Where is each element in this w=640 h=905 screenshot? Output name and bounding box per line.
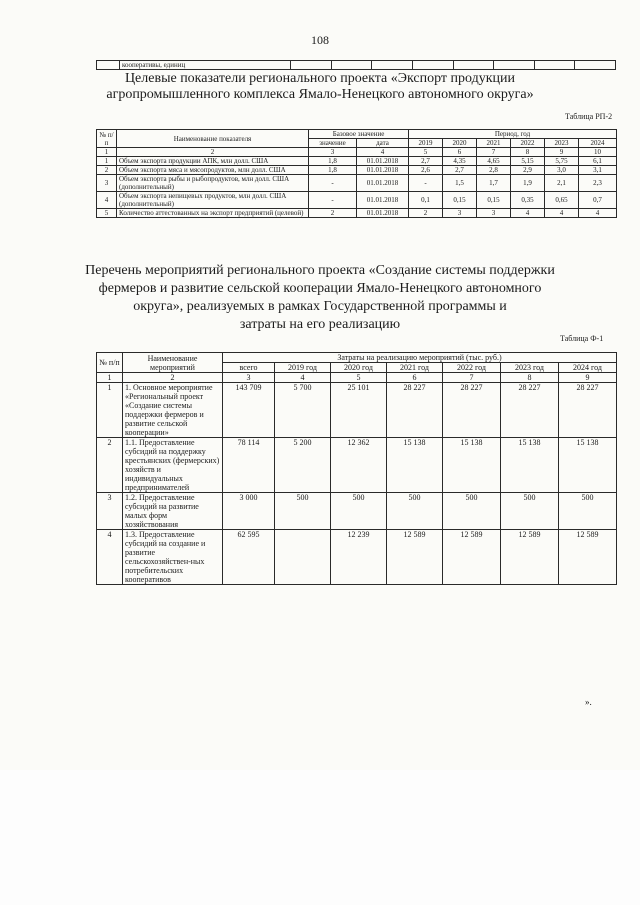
cost-value: 5 700 — [275, 383, 331, 438]
year-header: 2024 — [579, 139, 617, 148]
cost-value: 28 227 — [387, 383, 443, 438]
year-value: 0,7 — [579, 192, 617, 209]
base-date: 01.01.2018 — [357, 157, 409, 166]
table-row — [97, 157, 617, 166]
year-header: 2019 — [409, 139, 443, 148]
year-value: 1,9 — [511, 175, 545, 192]
cost-value: 500 — [331, 493, 387, 530]
row-number: 1 — [97, 383, 123, 438]
fragment-label: кооперативы, единиц — [120, 61, 291, 70]
cost-value: 15 138 — [559, 438, 617, 493]
year-value: 2,7 — [443, 166, 477, 175]
year-value: 2,6 — [409, 166, 443, 175]
col-period-header: Период, год — [409, 130, 617, 139]
table-row — [97, 493, 617, 530]
activity-name: 1. Основное мероприятие «Региональный проект «Создание системы поддержки фермеров и развитие сельской кооперации» — [123, 383, 223, 438]
year-value: 3,1 — [579, 166, 617, 175]
year-value: 0,1 — [409, 192, 443, 209]
base-value: 1,8 — [309, 157, 357, 166]
year-value: 4 — [545, 209, 579, 218]
table-row — [97, 530, 617, 585]
cost-value: 28 227 — [443, 383, 501, 438]
cost-value: 143 709 — [223, 383, 275, 438]
year-value: 2,7 — [409, 157, 443, 166]
year-value: 4 — [511, 209, 545, 218]
cost-value: 12 589 — [443, 530, 501, 585]
heading-1-line-1: Целевые показатели регионального проекта «Экспорт продукции — [124, 71, 516, 86]
year-value: 6,1 — [579, 157, 617, 166]
page-number: 108 — [311, 33, 329, 47]
year-value: 4,35 — [443, 157, 477, 166]
indicator-name: Объем экспорта продукции АПК, млн долл. США — [117, 157, 309, 166]
year-value: 5,15 — [511, 157, 545, 166]
row-number: 2 — [97, 166, 117, 175]
base-date: 01.01.2018 — [357, 175, 409, 192]
col-header: 2020 год — [331, 363, 387, 373]
table-1-caption: Таблица РП-2 — [565, 112, 613, 121]
cost-value: 12 589 — [501, 530, 559, 585]
year-value: 0,65 — [545, 192, 579, 209]
col-header: всего — [223, 363, 275, 373]
table-row — [97, 438, 617, 493]
cost-value — [275, 530, 331, 585]
targets-table — [96, 129, 617, 218]
year-value: 0,35 — [511, 192, 545, 209]
heading-2-line-1: Перечень мероприятий регионального проекта «Создание системы поддержки — [85, 263, 555, 278]
table-row — [97, 192, 617, 209]
row-number: 1 — [97, 157, 117, 166]
year-value: 2,1 — [545, 175, 579, 192]
activity-name: 1.3. Предоставление субсидий на создание и развитие сельскохозяйствен-ных потребительских кооперативов — [123, 530, 223, 585]
year-value: 4,65 — [477, 157, 511, 166]
col-date-header: дата — [357, 139, 409, 148]
table-row — [97, 209, 617, 218]
year-header: 2023 — [545, 139, 579, 148]
heading-2-line-3: округа», реализуемых в рамках Государственной программы и — [133, 299, 507, 314]
cost-value: 12 589 — [559, 530, 617, 585]
year-value: 1,7 — [477, 175, 511, 192]
col-base-header: Базовое значение — [309, 130, 409, 139]
col-header: 2024 год — [559, 363, 617, 373]
col-header: 2023 год — [501, 363, 559, 373]
indicator-name: Объем экспорта непищевых продуктов, млн долл. США (дополнительный) — [117, 192, 309, 209]
year-header: 2022 — [511, 139, 545, 148]
heading-2-line-4: затраты на его реализацию — [239, 317, 401, 332]
activity-name: 1.1. Предоставление субсидий на поддержку крестьянских (фермерских) хозяйств и индивидуальных предпринимателей — [123, 438, 223, 493]
previous-table-fragment — [96, 60, 616, 70]
table-2-caption: Таблица Ф-1 — [560, 334, 604, 343]
base-date: 01.01.2018 — [357, 209, 409, 218]
index-row: 1 2 3 4 5 6 7 8 9 10 — [97, 148, 617, 157]
base-value: 1,8 — [309, 166, 357, 175]
year-value: 0,15 — [477, 192, 511, 209]
cost-value: 5 200 — [275, 438, 331, 493]
base-date: 01.01.2018 — [357, 192, 409, 209]
year-value: 1,5 — [443, 175, 477, 192]
col-name-header: Наименование мероприятий — [123, 353, 223, 373]
year-value: 5,75 — [545, 157, 579, 166]
col-num-header: № п/п — [97, 353, 123, 373]
table-row — [97, 166, 617, 175]
row-number: 3 — [97, 493, 123, 530]
row-number: 5 — [97, 209, 117, 218]
year-value: 2,3 — [579, 175, 617, 192]
cost-value: 500 — [387, 493, 443, 530]
year-value: 3 — [477, 209, 511, 218]
col-header: 2022 год — [443, 363, 501, 373]
col-header: 2021 год — [387, 363, 443, 373]
table-row — [97, 175, 617, 192]
year-value: 0,15 — [443, 192, 477, 209]
cost-value: 62 595 — [223, 530, 275, 585]
col-value-header: значение — [309, 139, 357, 148]
col-header: 2019 год — [275, 363, 331, 373]
indicator-name: Количество аттестованных на экспорт предприятий (целевой) — [117, 209, 309, 218]
base-date: 01.01.2018 — [357, 166, 409, 175]
row-number: 2 — [97, 438, 123, 493]
year-value: 4 — [579, 209, 617, 218]
cost-value: 28 227 — [559, 383, 617, 438]
year-value: 3 — [443, 209, 477, 218]
base-value: - — [309, 192, 357, 209]
activity-name: 1.2. Предоставление субсидий на развитие малых форм хозяйствования — [123, 493, 223, 530]
cost-value: 12 239 — [331, 530, 387, 585]
cost-value: 12 589 — [387, 530, 443, 585]
cost-value: 500 — [275, 493, 331, 530]
col-num-header: № п/п — [97, 130, 117, 148]
cost-value: 15 138 — [387, 438, 443, 493]
col-name-header: Наименование показателя — [117, 130, 309, 148]
cost-value: 500 — [443, 493, 501, 530]
base-value: - — [309, 175, 357, 192]
cost-value: 15 138 — [501, 438, 559, 493]
year-value: 2 — [409, 209, 443, 218]
index-row: 1 2 3 4 5 6 7 8 9 — [97, 373, 617, 383]
row-number: 3 — [97, 175, 117, 192]
cost-value: 12 362 — [331, 438, 387, 493]
row-number: 4 — [97, 192, 117, 209]
cost-value: 3 000 — [223, 493, 275, 530]
row-number: 4 — [97, 530, 123, 585]
base-value: 2 — [309, 209, 357, 218]
cost-value: 78 114 — [223, 438, 275, 493]
cost-value: 15 138 — [443, 438, 501, 493]
col-costs-header: Затраты на реализацию мероприятий (тыс. руб.) — [223, 353, 617, 363]
heading-1-line-2: агропромышленного комплекса Ямало-Ненецкого автономного округа» — [106, 87, 534, 102]
table-row — [97, 383, 617, 438]
cost-value: 28 227 — [501, 383, 559, 438]
cost-value: 500 — [559, 493, 617, 530]
costs-table — [96, 352, 617, 585]
year-value: - — [409, 175, 443, 192]
year-value: 2,9 — [511, 166, 545, 175]
cost-value: 500 — [501, 493, 559, 530]
year-value: 3,0 — [545, 166, 579, 175]
heading-2-line-2: фермеров и развитие сельской кооперации Ямало-Ненецкого автономного — [98, 281, 542, 296]
blank-area-below-page — [0, 770, 640, 905]
indicator-name: Объем экспорта мяса и мясопродуктов, млн долл. США — [117, 166, 309, 175]
indicator-name: Объем экспорта рыбы и рыбопродуктов, млн долл. США (дополнительный) — [117, 175, 309, 192]
year-header: 2020 — [443, 139, 477, 148]
cost-value: 25 101 — [331, 383, 387, 438]
closing-quote-mark: ». — [585, 697, 592, 707]
year-value: 2,8 — [477, 166, 511, 175]
year-header: 2021 — [477, 139, 511, 148]
